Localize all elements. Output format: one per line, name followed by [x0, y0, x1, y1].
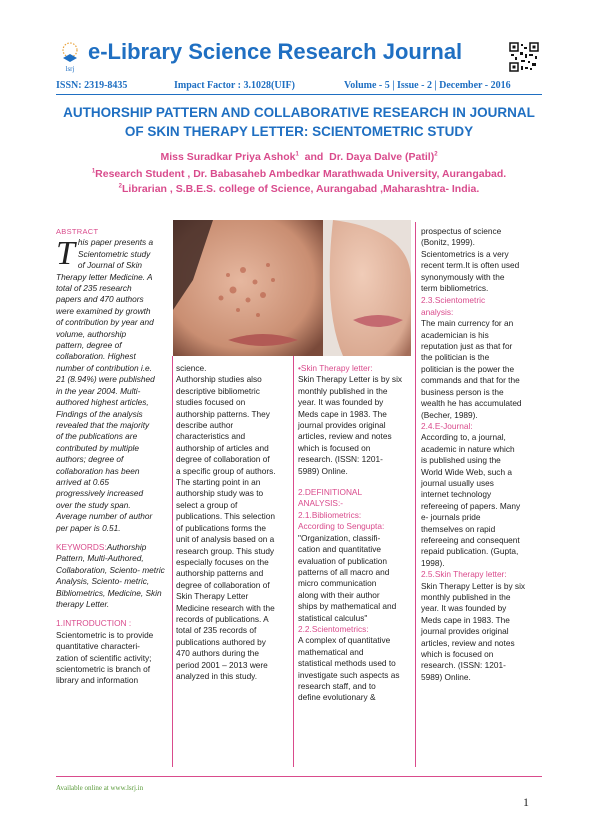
aff-1-text: Research Student , Dr. Babasaheb Ambedkar Marathwada University, Aurangabad.: [95, 168, 507, 180]
text-line: research staff, and to: [298, 680, 376, 691]
text-line: arrived at 0.65: [56, 476, 110, 487]
text-line: According to, a journal,: [421, 432, 506, 443]
text-line: authored highest articles,: [56, 397, 149, 408]
text-line: publications authored by: [176, 636, 266, 647]
text-line: total of 235 records of: [176, 625, 257, 636]
column-1: [56, 226, 168, 687]
text-line: which is focused on: [421, 649, 494, 660]
text-line: evaluation of publication: [298, 555, 388, 566]
text-line: Average number of author: [56, 511, 153, 522]
dropcap: T: [56, 235, 75, 273]
aff-1-sup: 1: [91, 168, 96, 175]
text-line: Meds cape in 1983. The: [421, 614, 510, 625]
text-line: in the year 2004. Multi-: [56, 385, 141, 396]
text-line: business person is the: [421, 386, 504, 397]
column-divider-1: [172, 356, 173, 767]
text-line: Meds cape in 1983. The: [298, 408, 387, 419]
text-line: zation of scientific activity;: [56, 652, 152, 663]
column-4: [421, 226, 542, 683]
column-3: [298, 363, 411, 704]
scientometric-analysis-heading-1: 2.3.Scientometric: [421, 295, 486, 306]
text-line: of the publications are: [56, 431, 138, 442]
text-line: term bibliometrics.: [421, 283, 489, 294]
text-line: Scientometric study: [77, 248, 151, 259]
keywords-label: KEYWORDS:: [56, 541, 107, 552]
text-line: is published using the: [421, 455, 501, 466]
text-line: Skin Therapy Letter is by six: [298, 374, 403, 385]
text-line: number of contribution i.e.: [56, 362, 152, 373]
e-journal-text: [421, 432, 542, 569]
column-2-text: [176, 363, 289, 682]
text-line: over the study span.: [56, 499, 131, 510]
text-line: characteristics and: [176, 431, 246, 442]
text-line: Medicine research with the: [176, 602, 275, 613]
text-line: collaboration has been: [56, 465, 140, 476]
aff-2-text: Librarian , S.B.E.S. college of Science, Aurangabad ,Maharashtra- India.: [122, 183, 480, 195]
skin-photo: [173, 220, 411, 356]
text-line: degree of collaboration of: [176, 579, 270, 590]
text-line: authorship patterns and: [176, 568, 264, 579]
text-line: of contribution by year and: [56, 317, 154, 328]
text-line: Authorship studies also: [176, 374, 262, 385]
text-line: authorship study was to: [176, 488, 264, 499]
bibliometrics-text: [298, 533, 411, 624]
text-line: commands and that for the: [421, 375, 520, 386]
text-line: authors; degree of: [56, 454, 124, 465]
text-line: articles, review and notes: [421, 637, 515, 648]
text-line: revealed that the majority: [56, 419, 150, 430]
text-line: monthly published in the: [421, 592, 511, 602]
text-line: year. It was founded by: [421, 603, 507, 614]
column-divider-3: [415, 222, 416, 767]
text-line: refereeing and consequent: [421, 534, 520, 545]
column-2: [176, 363, 289, 682]
text-line: politician is the power the: [421, 363, 515, 374]
impact-factor: Impact Factor : 3.1028(UIF): [174, 80, 295, 91]
author-2-sup: 2: [434, 151, 438, 158]
photo-image: [173, 220, 411, 356]
text-line: which is focused on: [298, 442, 371, 453]
text-line: Findings of the analysis: [56, 408, 143, 419]
text-line: Therapy letter Medicine. A: [56, 271, 153, 282]
issn: ISSN: 2319-8435: [56, 80, 128, 91]
scientometric-analysis-text: [421, 318, 542, 421]
text-line: Letter.: [83, 599, 110, 609]
text-line: "Organization, classifi-: [298, 532, 381, 543]
text-line: select a group of: [176, 499, 238, 510]
text-line: pattern, degree of: [56, 340, 122, 351]
footer-rule: [56, 776, 542, 777]
journal-logo: [56, 40, 84, 74]
text-line: journal provides original: [421, 626, 509, 637]
text-line: research group. This study: [176, 545, 275, 556]
scientometrics-text: [298, 635, 411, 703]
text-line: a specific group of authors.: [176, 465, 276, 476]
header-rule: [56, 94, 542, 95]
text-line: of publications forms the: [176, 522, 266, 533]
text-line: patterns of all macro and: [298, 566, 390, 577]
e-journal-heading: 2.4.E-Journal:: [421, 420, 473, 431]
author-2: Dr. Daya Dalve (Patil): [329, 151, 435, 163]
text-line: investigate such aspects as: [298, 669, 400, 680]
text-line: ships by mathematical and: [298, 601, 397, 612]
journal-title: e-Library Science Research Journal: [88, 39, 463, 64]
text-line: recent term.It is often used: [421, 260, 520, 271]
text-line: Authorship: [106, 541, 147, 552]
title-line-1: AUTHORSHIP PATTERN AND COLLABORATIVE RESEARCH IN JOURNAL: [63, 105, 535, 120]
text-line: Medicine, Skin therapy: [56, 587, 162, 609]
scientometric-analysis-heading-2: analysis:: [421, 306, 454, 317]
text-line: library and information: [56, 675, 139, 686]
keywords-text: [56, 542, 165, 609]
text-line: themselves on rapid: [421, 523, 496, 534]
text-line: statistical methods used to: [298, 658, 396, 669]
text-line: (Becher, 1989).: [421, 409, 478, 420]
text-line: reputation just as that for: [421, 341, 513, 352]
affiliation-2: [56, 183, 542, 195]
page-number: 1: [523, 795, 529, 809]
text-line: records of publications. A: [176, 613, 269, 624]
skin-therapy-text: [298, 374, 411, 477]
authors: Miss Suradkar Priya Ashok$^1$ and Dr. Daya Dalve (Patil)$^2$: [160, 151, 438, 163]
text-line: unit of analysis based on a: [176, 534, 275, 545]
text-line: volume, authorship: [56, 328, 127, 339]
title-line-2: OF SKIN THERAPY LETTER: SCIENTOMETRIC STUDY: [124, 124, 474, 139]
text-line: research. (ISSN: 1201-: [298, 454, 383, 465]
abstract-label: ABSTRACT: [56, 227, 99, 236]
text-line: collaboration. Highest: [56, 351, 136, 362]
text-line: Collaboration, Sciento-: [56, 564, 140, 575]
volume-issue: Volume - 5 | Issue - 2 | December - 2016: [344, 80, 511, 91]
affiliation-1: [56, 168, 542, 180]
text-line: prospectus of science: [421, 226, 502, 236]
author-1: Miss Suradkar Priya Ashok: [160, 151, 296, 163]
text-line: total of 235 research: [56, 283, 132, 294]
text-line: authorship of articles and: [176, 442, 269, 453]
text-line: monthly published in the: [298, 385, 388, 396]
abstract-text: [56, 237, 168, 534]
text-line: publications. This selection: [176, 511, 276, 522]
text-line: internet technology: [421, 489, 492, 500]
text-line: contributed by multiple: [56, 442, 140, 453]
text-line: World Wide Web, such a: [421, 466, 512, 477]
text-line: quantitative characteri-: [56, 641, 140, 652]
text-line: metric Analysis, Sciento-: [56, 564, 165, 587]
text-line: especially focuses on the: [176, 556, 269, 567]
skin-therapy-text-2: [421, 581, 542, 684]
text-line: of Journal of Skin: [77, 260, 143, 271]
author-1-sup: 1: [295, 151, 299, 158]
abstract-lines: [56, 237, 168, 534]
text-line: refereeing of papers. Many: [421, 500, 521, 511]
keywords: [56, 542, 168, 610]
sengupta-heading: According to Sengupta:: [298, 521, 385, 532]
text-line: (Bonitz, 1999).: [421, 237, 475, 248]
text-line: cation and quantitative: [298, 544, 382, 555]
definitional-heading-2: ANALYSIS:-: [298, 498, 344, 509]
text-line: wealth he has accumulated: [421, 398, 522, 409]
text-line: analyzed in this study.: [176, 670, 258, 681]
text-line: research. (ISSN: 1201-: [421, 660, 506, 671]
footer-link[interactable]: Available online at www.lsrj.in: [56, 784, 144, 792]
text-line: academic in nature which: [421, 443, 515, 454]
text-line: repaid publication. (Gupta,: [421, 546, 519, 557]
text-line: period 2001 – 2013 were: [176, 659, 268, 670]
text-line: descriptive bibliometric: [176, 385, 260, 396]
text-line: 21 (8.94%) were published: [56, 374, 155, 385]
column-divider-2: [293, 356, 294, 767]
article-title: [56, 103, 542, 141]
text-line: A complex of quantitative: [298, 635, 391, 646]
text-line: Pattern, Multi-Authored,: [56, 553, 144, 564]
text-line: 5989) Online.: [298, 465, 348, 476]
text-line: statistical calculus": [298, 612, 368, 623]
text-line: 470 authors during the: [176, 648, 260, 659]
aff-2-sup: 2: [118, 183, 123, 190]
text-line: papers and 470 authors: [56, 294, 144, 305]
text-line: articles, review and notes: [298, 431, 392, 442]
text-line: micro communication: [298, 578, 377, 589]
intro-heading: 1.INTRODUCTION :: [56, 618, 132, 629]
text-line: Skin Therapy Letter is by six: [421, 580, 526, 591]
text-line: progressively increased: [56, 488, 144, 499]
text-line: journal provides original: [298, 420, 386, 431]
text-line: synonymously with the: [421, 271, 505, 282]
text-line: define evolutionary &: [298, 692, 376, 703]
text-line: 5989) Online.: [421, 671, 471, 682]
text-line: the politician is the: [421, 352, 490, 363]
text-line: mathematical and: [298, 646, 364, 657]
column-4-top-text: [421, 226, 542, 294]
qr-code-icon: [509, 42, 539, 72]
text-line: academician is his: [421, 329, 489, 340]
text-line: studies focused on: [176, 397, 246, 408]
definitional-heading-1: 2.DEFINITIONAL: [298, 487, 363, 498]
bibliometrics-heading: 2.1.Bibliometrics:: [298, 509, 362, 520]
text-line: 1998).: [421, 557, 445, 568]
intro-text: [56, 630, 168, 687]
text-line: per paper is 0.51.: [56, 522, 121, 533]
text-line: Scientometric is to provide: [56, 629, 154, 640]
logo-text: lsrj: [65, 65, 75, 73]
text-line: metric, Bibliometrics,: [56, 576, 150, 598]
text-line: The main currency for an: [421, 318, 514, 329]
text-line: The starting point in an: [176, 477, 261, 488]
text-line: e- journals pride: [421, 512, 481, 523]
text-line: degree of collaboration of: [176, 454, 270, 465]
text-line: describe author: [176, 420, 234, 431]
text-line: his paper presents a: [77, 237, 154, 248]
text-line: along with their author: [298, 589, 380, 600]
text-line: authorship patterns. They: [176, 408, 270, 419]
text-line: were examined by growth: [56, 305, 151, 316]
text-line: journal usually uses: [421, 477, 494, 488]
skin-therapy-heading-2: 2.5.Skin Therapy letter:: [421, 569, 507, 580]
skin-therapy-heading: •Skin Therapy letter:: [298, 363, 373, 373]
text-line: science.: [176, 363, 207, 373]
text-line: scientometric is branch of: [56, 664, 151, 675]
text-line: year. It was founded by: [298, 397, 384, 408]
text-line: Scientometrics is a very: [421, 248, 509, 259]
scientometrics-heading: 2.2.Scientometrics:: [298, 623, 369, 634]
text-line: Skin Therapy Letter: [176, 591, 249, 602]
